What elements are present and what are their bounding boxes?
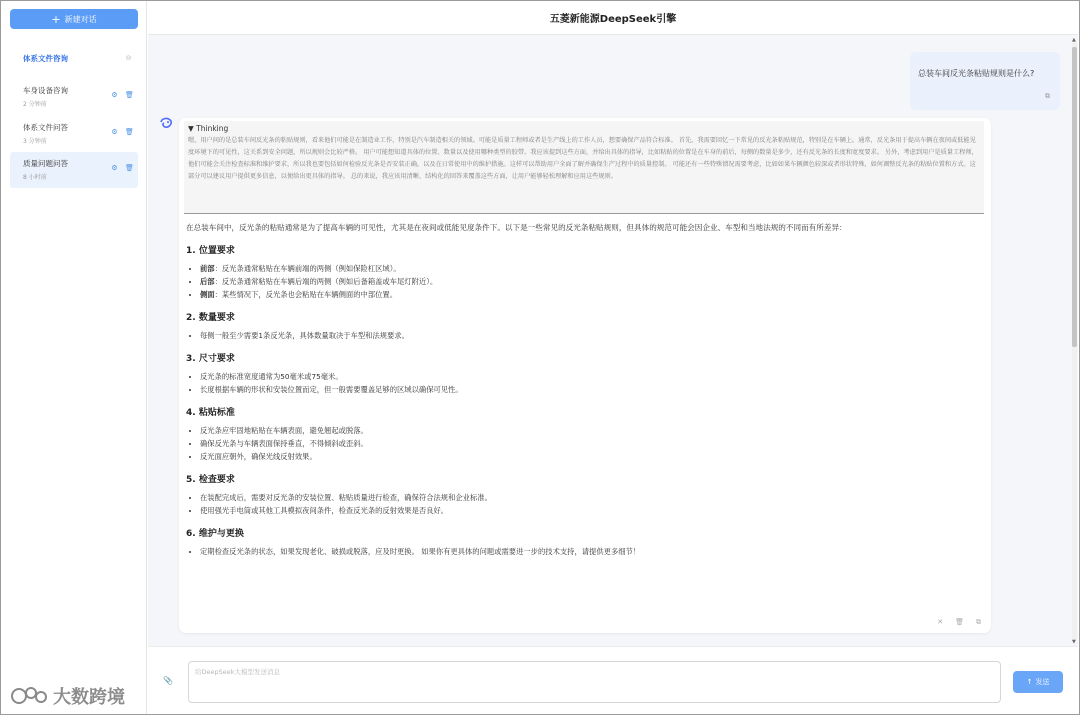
list-item: [200, 504, 986, 517]
delete-icon[interactable]: 🗑: [955, 618, 964, 626]
conversation-title: 体系文件问答: [23, 123, 68, 132]
section-list: [186, 545, 986, 558]
section-title: 5. 检查要求: [186, 475, 235, 485]
message-input-box[interactable]: [188, 661, 1001, 703]
answer-intro: 在总装车间中，反光条的粘贴通常是为了提高车辆的可见性，尤其是在夜间或低能见度条件下。以下是一些常见的反光条粘贴规则，但具体的规范可能会因企业、车型和当地法规的不同而有所差异：: [186, 223, 847, 232]
list-item: [200, 288, 986, 301]
page-title: 五菱新能源DeepSeek引擎: [148, 1, 1078, 35]
scroll-down-icon[interactable]: ▼: [1072, 639, 1076, 645]
answer-content: [186, 222, 986, 558]
section-title: 6. 维护与更换: [186, 529, 244, 539]
list-item-text: ：某些情况下，反光条也会粘贴在车辆侧面的中部位置。: [214, 290, 398, 299]
list-item-text: 反光面应朝外，确保光线反射效果。: [200, 452, 317, 461]
section-list: [186, 262, 986, 301]
watermark-text: 大数跨境: [53, 687, 125, 708]
section-title: 2. 数量要求: [186, 313, 235, 323]
list-item-text: ：反光条通常粘贴在车辆后端的两侧（例如后备箱盖或车尾灯附近）。: [214, 277, 438, 286]
section-title: 4. 粘贴标准: [186, 408, 235, 418]
list-item: [200, 262, 986, 275]
conversation-title: 质量问题问答: [23, 159, 68, 168]
sidebar-item-conversation[interactable]: [10, 53, 138, 67]
send-label: 发送: [1035, 678, 1050, 686]
arrow-up-icon: ↑: [1026, 678, 1033, 686]
answer-sections: [186, 243, 986, 558]
copy-icon[interactable]: ⧉: [976, 618, 981, 626]
message-input[interactable]: [189, 662, 1000, 702]
user-message: [910, 52, 1060, 110]
conversation-title: 体系文件咨询: [23, 54, 68, 63]
list-item: [200, 329, 986, 342]
new-chat-label: 新建对话: [64, 14, 97, 24]
message-actions: [937, 618, 981, 627]
conversation-time: 8 小时前: [23, 174, 47, 181]
conversation-time: 3 分钟前: [23, 138, 47, 145]
list-item: [200, 424, 986, 437]
list-item-text: 每侧一般至少需要1条反光条，具体数量取决于车型和法规要求。: [200, 331, 409, 340]
delete-icon[interactable]: 🗑: [125, 128, 134, 136]
list-item: [200, 545, 986, 558]
watermark-logo-icon: [9, 685, 49, 707]
plus-icon: +: [51, 12, 61, 26]
list-item: [200, 275, 986, 288]
thinking-toggle[interactable]: ▼ Thinking: [188, 124, 229, 133]
list-item: [200, 383, 986, 396]
list-item-text: 确保反光条与车辆表面保持垂直，不得倾斜或歪斜。: [200, 439, 368, 448]
assistant-message: [179, 118, 991, 633]
main-panel: [148, 1, 1078, 714]
list-item-text: 反光条的标准宽度通常为50毫米或75毫米。: [200, 372, 343, 381]
scroll-up-icon[interactable]: ▲: [1072, 37, 1076, 43]
sidebar-item-conversation-selected[interactable]: [10, 152, 138, 188]
settings-icon[interactable]: ⚙: [111, 164, 118, 172]
list-item-text: ：反光条通常粘贴在车辆前端的两侧（例如保险杠区域）。: [214, 264, 401, 273]
list-item-text: 使用强光手电筒或其他工具模拟夜间条件，检查反光条的反射效果是否良好。: [200, 506, 449, 515]
settings-icon[interactable]: ⚙: [111, 128, 118, 136]
attachment-icon[interactable]: 📎: [163, 676, 173, 685]
list-item-label: 侧面: [200, 290, 215, 299]
list-item: [200, 450, 986, 463]
list-item-label: 后部: [200, 277, 215, 286]
copy-icon[interactable]: ⧉: [1045, 92, 1050, 100]
scrollbar[interactable]: [1070, 37, 1078, 645]
section-list: [186, 329, 986, 342]
delete-icon[interactable]: 🗑: [125, 91, 134, 99]
send-button[interactable]: [1013, 671, 1063, 693]
sidebar: [1, 1, 147, 714]
sidebar-item-conversation[interactable]: [10, 122, 138, 146]
section-list: [186, 424, 986, 463]
section-list: [186, 370, 986, 396]
new-chat-button[interactable]: [10, 9, 138, 29]
watermark: [9, 683, 125, 709]
list-item: [200, 491, 986, 504]
section-title: 3. 尺寸要求: [186, 354, 235, 364]
list-item-text: 在装配完成后，需要对反光条的安装位置、粘贴质量进行检查，确保符合法规和企业标准。: [200, 493, 492, 502]
input-area: [148, 646, 1078, 714]
section-list: [186, 491, 986, 517]
list-item-label: 前部: [200, 264, 215, 273]
conversation-time: 2 分钟前: [23, 101, 47, 108]
user-message-text: 总装车间反光条粘贴规则是什么?: [918, 69, 1035, 78]
scroll-thumb[interactable]: [1072, 47, 1077, 347]
list-item-text: 反光条应牢固地粘贴在车辆表面，避免翘起或脱落。: [200, 426, 368, 435]
close-icon[interactable]: ✕: [937, 618, 944, 626]
conversation-title: 车身设备咨询: [23, 86, 68, 95]
list-item-text: 定期检查反光条的状态，如果发现老化、破损或脱落，应及时更换。 如果你有更具体的问题或需要进一步的技术支持，请提供更多细节！: [200, 547, 641, 556]
thinking-text: 嗯，用户问的是总装车间反光条的粘贴规则，看来他们可能是在制造业工作，特别是汽车制造相关的领域。可能是质量工程师或者是生产线上的工作人员，想要确保产品符合标准。 首先，我需要回忆一下常见的反光条粘贴规范，特别是在车辆上。通常，反光条用于提高车辆在夜间或低能见度环境下的可见性，这关系到安全问题，所以规则会比较严格。 用户可能想知道具体的位置、数量以及使用哪种类型的胶带。我应该提到这些方面，并给出具体的指导，比如粘贴的位置是在车身的前后，每侧的数量是多少，还有反光条的长度和宽度要求。 另外，考虑到用户是质量工程师，他们可能会关注检查标准和维护要求，所以我也要包括如何检验反光条是否安装正确，以及在日常使用中的维护措施。这样可以帮助用户全面了解并确保生产过程中的质量控制。 可能还有一些特殊情况需要考虑，比如如果车辆颜色较深或者形状特殊，如何调整反光条的粘贴位置和方式。这部分可以建议用户提供更多信息，以便给出更具体的指导。 总的来说，我应该用清晰、结构化的回答来覆盖这些方面，让用户能够轻松理解和应用这些规则。: [188, 137, 978, 180]
delete-icon[interactable]: 🗑: [125, 164, 134, 172]
list-item: [200, 437, 986, 450]
section-title: 1. 位置要求: [186, 246, 235, 256]
settings-icon[interactable]: ⚙: [111, 91, 118, 99]
list-item: [200, 370, 986, 383]
list-item-text: 长度根据车辆的形状和安装位置而定，但一般需要覆盖足够的区域以确保可见性。: [200, 385, 463, 394]
deepseek-avatar-icon: [159, 116, 173, 130]
sidebar-item-conversation[interactable]: [10, 85, 138, 109]
more-icon[interactable]: ⊖: [125, 54, 132, 62]
thinking-block[interactable]: [184, 121, 984, 214]
